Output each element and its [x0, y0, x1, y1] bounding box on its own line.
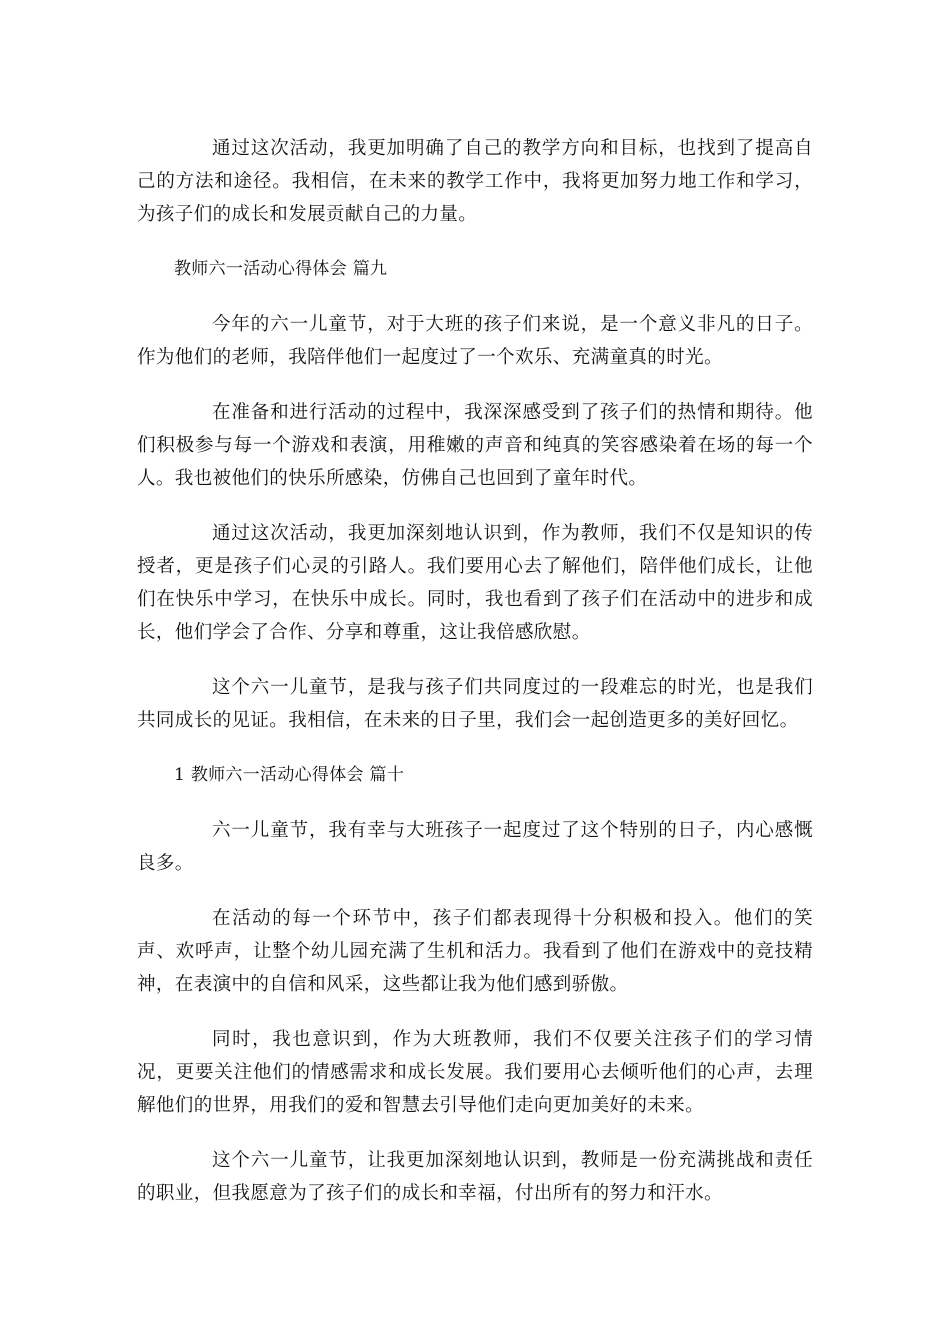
section-heading-part-10: 1 教师六一活动心得体会 篇十	[174, 765, 405, 785]
paragraph: 在准备和进行活动的过程中，我深深感受到了孩子们的热情和期待。他们积极参与每一个游戏和表演，用稚嫩的声音和纯真的笑容感染着在场的每一个人。我也被他们的快乐所感染，仿佛自己也回到了童年时代。	[137, 402, 813, 489]
paragraph: 通过这次活动，我更加深刻地认识到，作为教师，我们不仅是知识的传授者，更是孩子们心灵的引路人。我们要用心去了解他们，陪伴他们成长，让他们在快乐中学习，在快乐中成长。同时，我也看到了孩子们在活动中的进步和成长，他们学会了合作、分享和尊重，这让我倍感欣慰。	[137, 523, 813, 643]
paragraph: 同时，我也意识到，作为大班教师，我们不仅要关注孩子们的学习情况，更要关注他们的情感需求和成长发展。我们要用心去倾听他们的心声，去理解他们的世界，用我们的爱和智慧去引导他们走向更加美好的未来。	[137, 1029, 813, 1116]
paragraph: 通过这次活动，我更加明确了自己的教学方向和目标，也找到了提高自己的方法和途径。我相信，在未来的教学工作中，我将更加努力地工作和学习，为孩子们的成长和发展贡献自己的力量。	[137, 138, 813, 225]
paragraph: 这个六一儿童节，让我更加深刻地认识到，教师是一份充满挑战和责任的职业，但我愿意为了孩子们的成长和幸福，付出所有的努力和汗水。	[137, 1150, 813, 1204]
paragraph: 六一儿童节，我有幸与大班孩子一起度过了这个特别的日子，内心感慨良多。	[137, 820, 813, 874]
paragraph: 在活动的每一个环节中，孩子们都表现得十分积极和投入。他们的笑声、欢呼声，让整个幼儿园充满了生机和活力。我看到了他们在游戏中的竞技精神，在表演中的自信和风采，这些都让我为他们感到骄傲。	[137, 908, 813, 995]
document-body	[137, 132, 813, 1232]
paragraph: 这个六一儿童节，是我与孩子们共同度过的一段难忘的时光，也是我们共同成长的见证。我相信，在未来的日子里，我们会一起创造更多的美好回忆。	[137, 677, 813, 731]
section-heading-part-9: 教师六一活动心得体会 篇九	[174, 259, 388, 279]
paragraph: 今年的六一儿童节，对于大班的孩子们来说，是一个意义非凡的日子。作为他们的老师，我陪伴他们一起度过了一个欢乐、充满童真的时光。	[137, 314, 813, 368]
